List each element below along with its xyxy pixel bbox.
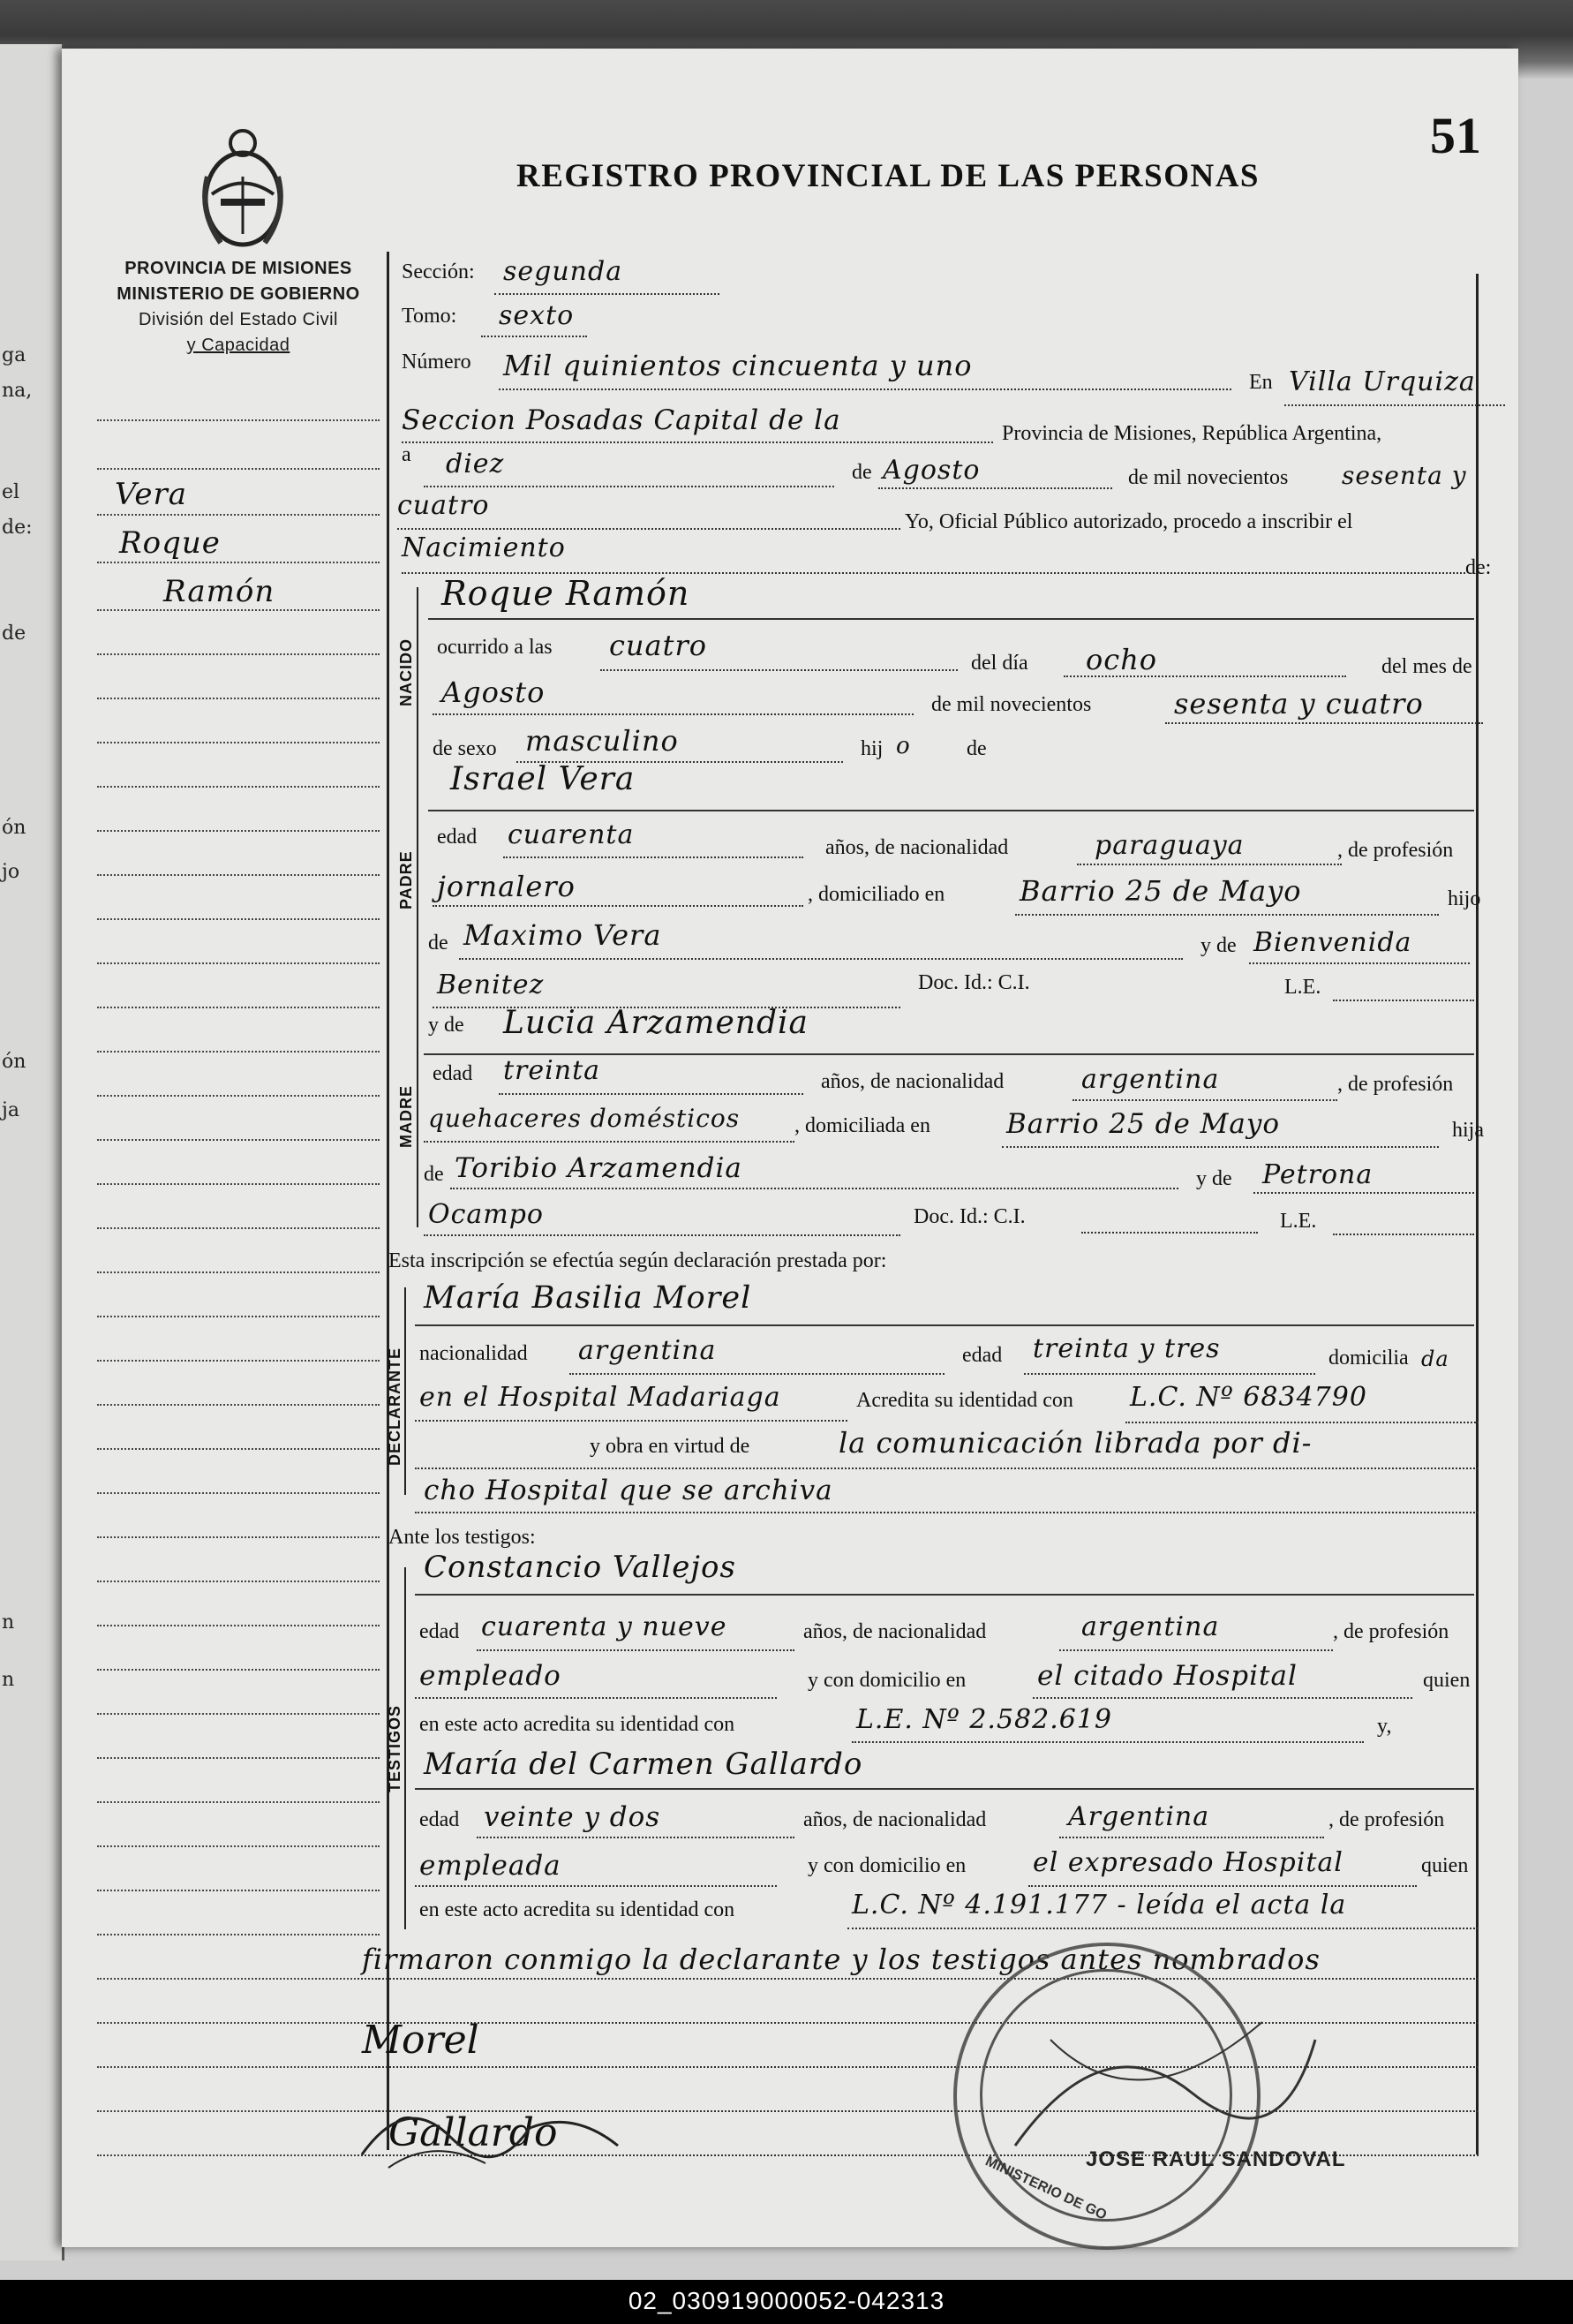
ruled-line [97, 742, 380, 743]
ruled-line [97, 2022, 380, 2024]
field-line [1024, 1373, 1315, 1375]
ruled-line [97, 2110, 380, 2112]
field-line [852, 1741, 1364, 1743]
padre-le-label: L.E. [1284, 976, 1321, 999]
field-line [477, 1837, 794, 1838]
ruled-line [97, 562, 380, 563]
field-line [847, 1928, 1479, 1929]
t2-nac-value: Argentina [1068, 1801, 1210, 1832]
madre-prof-value: quehaceres domésticos [428, 1104, 741, 1133]
section-testigos: TESTIGOS [386, 1704, 403, 1792]
ruled-line [97, 962, 380, 964]
madre-le-label: L.E. [1280, 1210, 1317, 1233]
ruled-line [97, 653, 380, 655]
edge-fragment: n [2, 1611, 15, 1634]
field-line [1333, 1000, 1474, 1001]
abuelo-p-value: Maximo Vera [463, 918, 662, 952]
a-label: a [402, 443, 411, 466]
t1-prof-label: , de profesión [1333, 1620, 1449, 1643]
field-line [433, 713, 914, 715]
ruled-line [97, 1890, 380, 1891]
madre-dom-value: Barrio 25 de Mayo [1006, 1108, 1281, 1140]
child-name: Roque Ramón [441, 574, 690, 613]
field-line [415, 1594, 1474, 1596]
provincia-label: Provincia de Misiones, República Argentina, [1002, 422, 1382, 445]
stamp-ring-text: MINISTERIO DE GO [982, 2154, 1110, 2223]
t2-doc-value: L.C. Nº 4.191.177 - leída el acta la [852, 1890, 1347, 1920]
edge-fragment: de: [2, 517, 33, 539]
domiciliada-label: , domiciliada en [794, 1114, 930, 1137]
capacity-label: y Capacidad [186, 336, 290, 355]
field-line [428, 618, 1474, 620]
division-label: División del Estado Civil [139, 310, 338, 329]
margin-surname: Vera [115, 477, 188, 512]
ruled-line [97, 1007, 380, 1008]
t1-nac-value: argentina [1081, 1611, 1220, 1642]
t1-acredita-label: en este acto acredita su identidad con [419, 1713, 735, 1736]
field-line [1333, 1234, 1474, 1235]
field-line [1165, 722, 1483, 724]
seccion-label: Sección: [402, 260, 475, 283]
ruled-line [97, 830, 380, 832]
dia-value: diez [446, 449, 505, 479]
edge-fragment: jo [2, 861, 20, 883]
lugar-value-2: Seccion Posadas Capital de la [402, 404, 841, 436]
ruled-line [97, 1404, 380, 1406]
signature-flourish [353, 2084, 636, 2181]
mes-value: Agosto [883, 455, 981, 486]
de4-label: de [424, 1163, 444, 1186]
ruled-line [97, 1845, 380, 1847]
field-line [433, 905, 803, 907]
ruled-line [97, 1183, 380, 1185]
madre-prof-label: , de profesión [1337, 1073, 1454, 1096]
ruled-line [97, 1139, 380, 1141]
field-line [1059, 1649, 1333, 1651]
ruled-line [97, 1360, 380, 1362]
previous-page-edge [0, 44, 64, 2260]
ruled-line [97, 1934, 380, 1935]
issuing-office [88, 256, 388, 358]
decl-edad-label: edad [962, 1344, 1003, 1367]
ruled-line [97, 874, 380, 876]
field-line [358, 1978, 1479, 1980]
de-mil2-label: de mil novecientos [931, 693, 1092, 716]
t2-nac-label: años, de nacionalidad [803, 1808, 987, 1831]
edge-fragment: ga [2, 344, 26, 366]
decl-dom-suffix: da [1421, 1347, 1449, 1371]
field-line [1081, 1232, 1258, 1234]
seccion-value: segunda [503, 256, 623, 287]
obra-label: y obra en virtud de [590, 1435, 750, 1458]
decl-virtud-value: la comunicación librada por di- [839, 1426, 1313, 1460]
abuelo-m-value: Toribio Arzamendia [455, 1152, 742, 1184]
ruled-line [97, 786, 380, 788]
ocurrido-label: ocurrido a las [437, 636, 553, 659]
frame-divider [387, 252, 389, 2150]
edge-fragment: ón [2, 1051, 26, 1073]
ruled-line [97, 918, 380, 920]
acredita-label: Acredita su identidad con [856, 1389, 1073, 1412]
ruled-line [97, 1669, 380, 1671]
padre-nac-value: paraguaya [1095, 830, 1245, 861]
field-line [1072, 1099, 1337, 1101]
t2-prof-value: empleada [419, 1850, 561, 1882]
sexo-value: masculino [525, 724, 679, 758]
field-line [428, 810, 1474, 811]
abuela-m-value-2: Ocampo [428, 1199, 544, 1230]
edge-fragment: el [2, 481, 20, 503]
t1-dom-label: y con domicilio en [808, 1669, 967, 1692]
en-label: En [1249, 371, 1273, 394]
y-de3-label: y de [1196, 1167, 1232, 1190]
decl-doc-value: L.C. Nº 6834790 [1130, 1382, 1367, 1413]
ruled-line [97, 1713, 380, 1715]
field-line [415, 1420, 847, 1422]
edge-fragment: de [2, 622, 26, 645]
tomo-label: Tomo: [402, 305, 457, 328]
ruled-line [97, 609, 380, 611]
del-dia-label: del día [971, 652, 1028, 675]
field-line [450, 1188, 1178, 1189]
madre-name: Lucia Arzamendia [503, 1005, 809, 1041]
field-line [494, 293, 719, 295]
padre-doc-label: Doc. Id.: C.I. [918, 971, 1030, 994]
madre-nac-label: años, de nacionalidad [821, 1070, 1005, 1093]
field-line [477, 1649, 794, 1651]
madre-nac-value: argentina [1081, 1064, 1220, 1095]
section-nacido: NACIDO [397, 638, 415, 706]
field-line [600, 669, 958, 671]
hijo-label: hijo [1448, 887, 1481, 910]
ruled-line [97, 1978, 380, 1980]
edge-fragment: na, [2, 380, 33, 402]
acto-value: Nacimiento [402, 532, 566, 563]
field-line [1077, 864, 1342, 865]
t1-edad-label: edad [419, 1620, 460, 1643]
field-line [415, 1885, 777, 1887]
ruled-line [97, 1625, 380, 1626]
edge-fragment: ón [2, 817, 26, 839]
ruled-line [97, 1581, 380, 1582]
document-title: REGISTRO PROVINCIAL DE LAS PERSONAS [516, 158, 1261, 194]
coat-of-arms-icon [194, 124, 291, 256]
padre-edad-label: edad [437, 826, 478, 849]
signature-gallardo: Gallardo [388, 2110, 558, 2155]
madre-doc-label: Doc. Id.: C.I. [914, 1205, 1026, 1228]
lugar-value: Villa Urquiza [1289, 366, 1476, 397]
t1-dom-value: el citado Hospital [1037, 1660, 1298, 1692]
hij-label: hij [861, 737, 884, 760]
ruled-line [97, 1757, 380, 1759]
ruled-line [97, 1801, 380, 1803]
ruled-line [97, 2154, 380, 2156]
domicilia-label: domicilia [1328, 1347, 1409, 1370]
y-de2-label: y de [428, 1014, 464, 1037]
field-line [1249, 962, 1470, 964]
field-line [402, 441, 993, 443]
field-line [878, 487, 1112, 489]
section-madre: MADRE [397, 1085, 415, 1148]
t2-prof-label: , de profesión [1328, 1808, 1445, 1831]
tomo-value: sexto [499, 300, 575, 331]
de-mil-label: de mil novecientos [1128, 466, 1289, 489]
padre-edad-value: cuarenta [508, 819, 635, 850]
declarante-name: María Basilia Morel [424, 1280, 752, 1316]
ruled-line [97, 1492, 380, 1494]
field-line [424, 1234, 900, 1236]
t1-edad-value: cuarenta y nueve [481, 1611, 727, 1642]
anio-nac-value: sesenta y cuatro [1174, 687, 1424, 721]
field-line [415, 1468, 1479, 1469]
padre-dom-value: Barrio 25 de Mayo [1020, 874, 1302, 908]
dia-nac-value: ocho [1086, 643, 1158, 676]
decl-virtud-value-2: cho Hospital que se archiva [424, 1475, 833, 1506]
ruled-line [97, 1271, 380, 1273]
margin-name-2: Ramón [163, 574, 275, 609]
t2-dom-label: y con domicilio en [808, 1854, 967, 1877]
field-line [1125, 1422, 1479, 1423]
y-comma-label: y, [1377, 1715, 1392, 1738]
padre-name: Israel Vera [450, 761, 636, 797]
ministry-label: MINISTERIO DE GOBIERNO [117, 284, 360, 304]
ruled-line [97, 698, 380, 699]
closing-text: firmaron conmigo la declarante y los testigos antes nombrados [362, 1943, 1321, 1976]
anio-value-2: cuatro [397, 490, 490, 521]
de-label: de [852, 461, 872, 484]
field-line [481, 336, 587, 337]
padre-nac-label: años, de nacionalidad [825, 836, 1009, 859]
t1-doc-value: L.E. Nº 2.582.619 [856, 1704, 1113, 1735]
decl-nac-value: argentina [578, 1335, 717, 1366]
de3-label: de [428, 932, 448, 954]
inscripcion-label: Esta inscripción se efectúa según declaración prestada por: [388, 1249, 887, 1272]
testigo2-name: María del Carmen Gallardo [424, 1747, 863, 1782]
de-sexo-label: de sexo [433, 737, 497, 760]
abuela-p-value-2: Benitez [437, 970, 545, 1000]
hij-value: o [896, 733, 911, 759]
field-line [1059, 1837, 1324, 1838]
t2-edad-label: edad [419, 1808, 460, 1831]
padre-prof-value: jornalero [437, 870, 576, 903]
section-bracket [404, 1567, 406, 1929]
ruled-line [97, 1095, 380, 1097]
t2-dom-value: el expresado Hospital [1033, 1847, 1343, 1878]
del-mes-label: del mes de [1381, 655, 1472, 678]
edge-fragment: n [2, 1669, 15, 1691]
field-line [1015, 914, 1439, 916]
de-colon-label: de: [1465, 556, 1492, 579]
footer-bar [0, 2280, 1573, 2324]
page-number: 51 [1430, 107, 1481, 164]
ruled-line [97, 1316, 380, 1317]
ruled-line [97, 2066, 380, 2068]
ruled-line [97, 1051, 380, 1053]
t2-quien-label: quien [1421, 1854, 1469, 1877]
field-line [1033, 1697, 1412, 1699]
abuela-m-value: Petrona [1262, 1159, 1374, 1190]
field-line [415, 1324, 1474, 1326]
field-line [499, 389, 1231, 390]
decl-dom-value: en el Hospital Madariaga [419, 1382, 781, 1413]
field-line [1253, 1192, 1474, 1194]
field-line [1028, 1885, 1417, 1887]
testigo1-name: Constancio Vallejos [424, 1550, 736, 1585]
numero-value: Mil quinientos cincuenta y uno [503, 349, 973, 382]
de2-label: de [967, 737, 987, 760]
decl-edad-value: treinta y tres [1033, 1333, 1221, 1364]
t1-quien-label: quien [1423, 1669, 1471, 1692]
ruled-line [97, 1227, 380, 1229]
signature-morel: Morel [362, 2018, 479, 2063]
official-name: JOSE RAUL SANDOVAL [1086, 2147, 1346, 2171]
t1-prof-value: empleado [419, 1660, 561, 1692]
ante-testigos-label: Ante los testigos: [388, 1526, 536, 1549]
mes-nac-value: Agosto [441, 675, 546, 709]
margin-name-1: Roque [119, 525, 221, 561]
madre-edad-value: treinta [503, 1055, 601, 1086]
hora-value: cuatro [609, 629, 708, 662]
field-line [415, 1697, 777, 1699]
field-line [1284, 404, 1505, 406]
ruled-line [97, 468, 380, 470]
abuela-p-value: Bienvenida [1253, 927, 1412, 958]
field-line [503, 856, 803, 858]
ruled-line [97, 514, 380, 516]
hija-label: hija [1452, 1119, 1484, 1142]
image-identifier: 02_030919000052-042313 [628, 2287, 945, 2314]
ruled-line [97, 1448, 380, 1450]
t2-acredita-label: en este acto acredita su identidad con [419, 1898, 735, 1921]
section-padre: PADRE [397, 850, 415, 909]
y-de-label: y de [1200, 934, 1237, 957]
field-line [424, 1141, 794, 1143]
ruled-line [97, 419, 380, 421]
province-label: PROVINCIA DE MISIONES [124, 259, 352, 278]
domiciliado-label: , domiciliado en [808, 883, 945, 906]
yo-label: Yo, Oficial Público autorizado, procedo a inscribir el [905, 510, 1353, 533]
padre-prof-label: , de profesión [1337, 839, 1454, 862]
edge-fragment: ja [2, 1099, 19, 1121]
field-line [459, 958, 1183, 960]
section-bracket [404, 1287, 406, 1495]
field-line [569, 1373, 945, 1375]
field-line [424, 486, 834, 487]
madre-edad-label: edad [433, 1062, 473, 1085]
field-line [415, 1512, 1479, 1513]
ruled-line [97, 1536, 380, 1538]
anio-value: sesenta y [1342, 461, 1467, 490]
field-line [397, 528, 900, 530]
decl-nac-label: nacionalidad [419, 1342, 528, 1365]
field-line [415, 1788, 1474, 1790]
t1-nac-label: años, de nacionalidad [803, 1620, 987, 1643]
numero-label: Número [402, 351, 471, 374]
field-line [1002, 1146, 1439, 1148]
t2-edad-value: veinte y dos [484, 1801, 661, 1833]
field-line [1064, 675, 1346, 677]
field-line [499, 1093, 803, 1095]
section-declarante: DECLARANTE [386, 1347, 403, 1466]
section-bracket [417, 587, 418, 1227]
